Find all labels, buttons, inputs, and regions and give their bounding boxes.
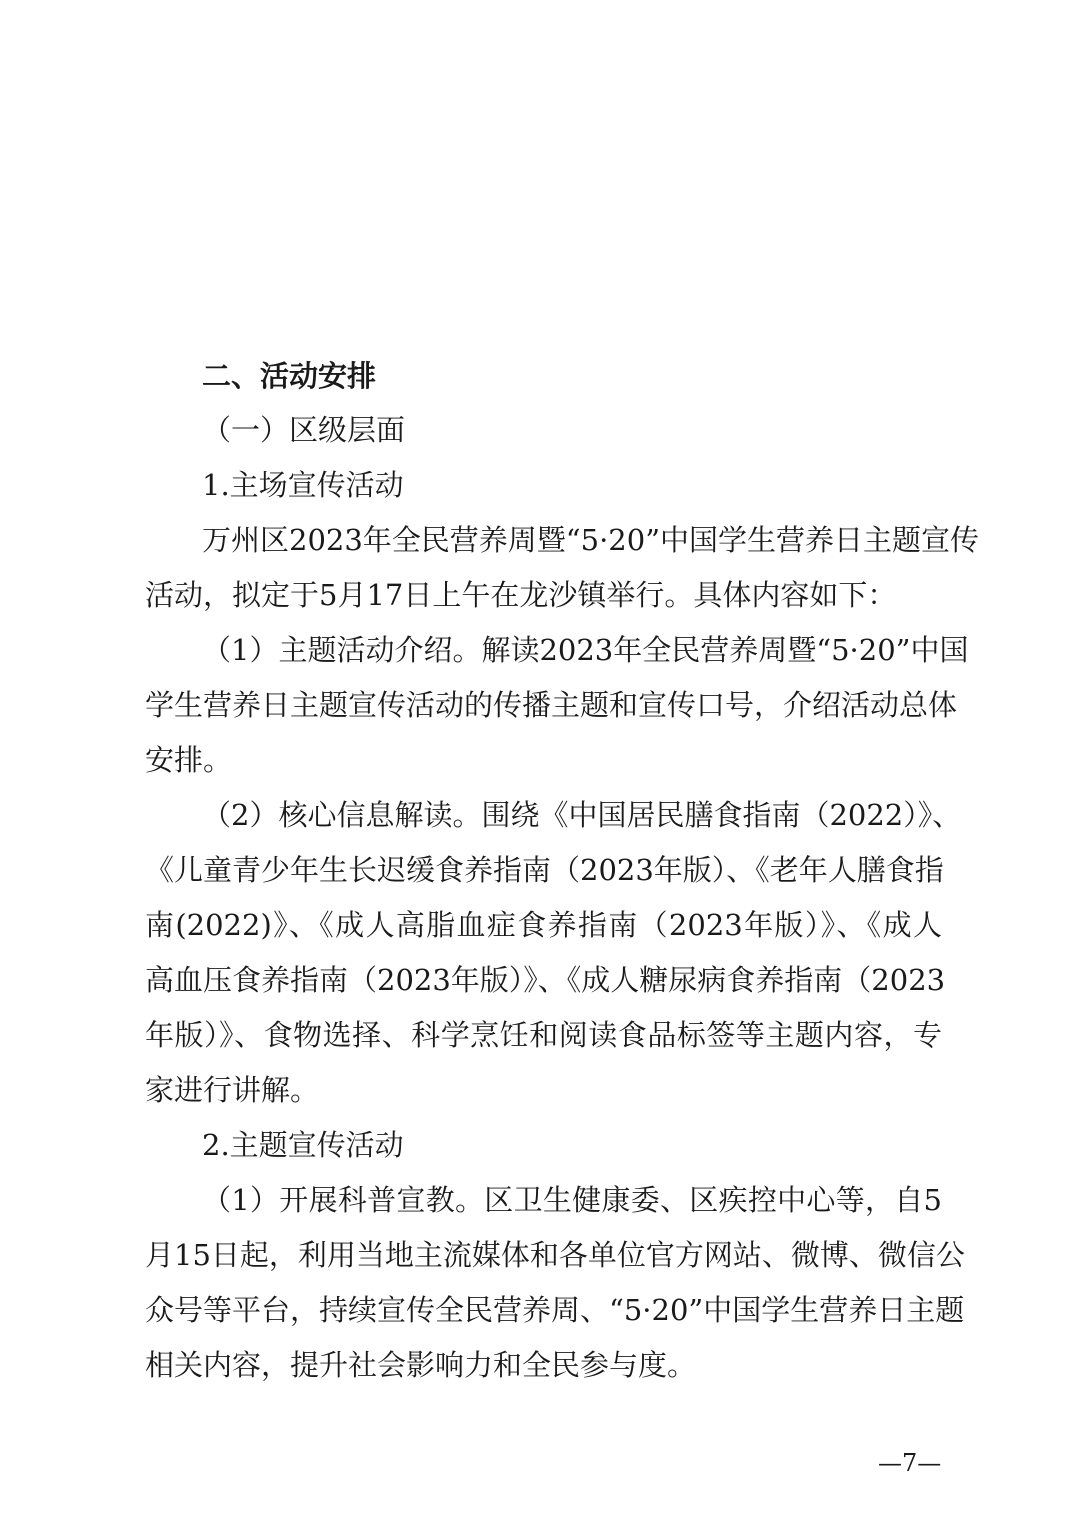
subsection-heading: （一）区级层面 <box>202 413 406 447</box>
paragraph-line: （1）开展科普宣教。区卫生健康委、区疾控中心等，自5 <box>202 1183 942 1217</box>
section-heading: 二、活动安排 <box>202 359 377 393</box>
paragraph-line: 月15日起，利用当地主流媒体和各单位官方网站、微博、微信公 <box>145 1238 965 1272</box>
paragraph-line: 活动，拟定于5月17日上午在龙沙镇举行。具体内容如下： <box>145 578 897 612</box>
page-number: —7— <box>878 1449 942 1477</box>
paragraph-line: 高血压食养指南（2023年版）》、《成人糖尿病食养指南（2023 <box>145 963 946 997</box>
paragraph-line: 安排。 <box>145 743 233 777</box>
paragraph-line: 南(2022)》、《成人高脂血症食养指南（2023年版）》、《成人 <box>145 908 942 942</box>
paragraph-line: 万州区2023年全民营养周暨“5·20”中国学生营养日主题宣传 <box>202 523 980 557</box>
paragraph-line: 相关内容，提升社会影响力和全民参与度。 <box>145 1348 697 1382</box>
paragraph-line: 学生营养日主题宣传活动的传播主题和宣传口号，介绍活动总体 <box>145 688 958 722</box>
paragraph-line: （2）核心信息解读。围绕《中国居民膳食指南（2022）》、 <box>202 798 962 832</box>
paragraph-line: 年版）》、食物选择、科学烹饪和阅读食品标签等主题内容，专 <box>145 1018 942 1052</box>
paragraph-line: 家进行讲解。 <box>145 1073 320 1107</box>
item-heading: 1.主场宣传活动 <box>202 468 404 502</box>
paragraph-line: 众号等平台，持续宣传全民营养周、“5·20”中国学生营养日主题 <box>145 1293 965 1327</box>
item-heading: 2.主题宣传活动 <box>202 1128 404 1162</box>
paragraph-line: 《儿童青少年生长迟缓食养指南（2023年版）、《老年人膳食指 <box>145 853 944 887</box>
paragraph-line: （1）主题活动介绍。解读2023年全民营养周暨“5·20”中国 <box>202 633 969 667</box>
